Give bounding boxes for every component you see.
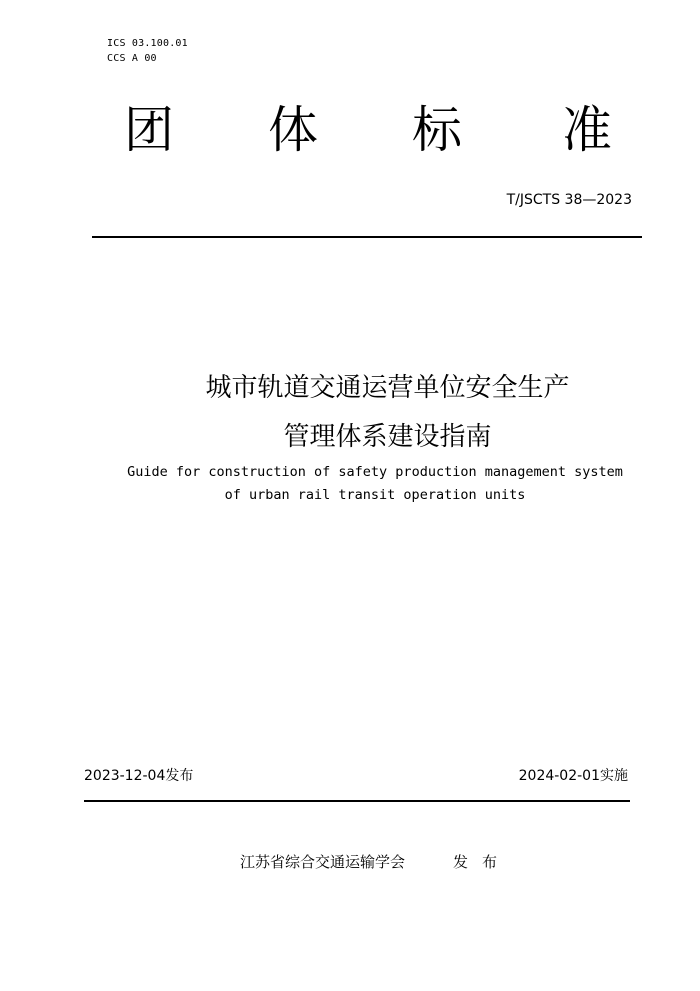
ccs-code: CCS A 00 <box>107 53 157 64</box>
publisher-name: 江苏省综合交通运输学会 <box>240 853 406 871</box>
ics-code: ICS 03.100.01 <box>107 38 188 49</box>
bottom-divider <box>84 800 630 802</box>
publish-label-char-1: 发 <box>453 853 469 871</box>
title-en-line-1: Guide for construction of safety production management system <box>127 464 623 480</box>
standard-type-char-4: 准 <box>562 101 612 159</box>
standard-type-char-3: 标 <box>412 101 462 159</box>
publish-label-char-2: 布 <box>482 853 498 871</box>
standard-type-char-2: 体 <box>268 101 318 159</box>
publish-label <box>453 852 497 872</box>
issue-date: 2023-12-04发布 <box>84 768 194 784</box>
standard-type-char-1: 团 <box>124 101 174 159</box>
top-divider <box>92 236 642 238</box>
title-cn-line-1: 城市轨道交通运营单位安全生产 <box>205 373 570 403</box>
implementation-date: 2024-02-01实施 <box>518 768 628 784</box>
title-en-line-2: of urban rail transit operation units <box>224 487 526 503</box>
title-cn-line-2: 管理体系建设指南 <box>283 422 492 452</box>
standard-number: T/JSCTS 38—2023 <box>506 192 632 208</box>
